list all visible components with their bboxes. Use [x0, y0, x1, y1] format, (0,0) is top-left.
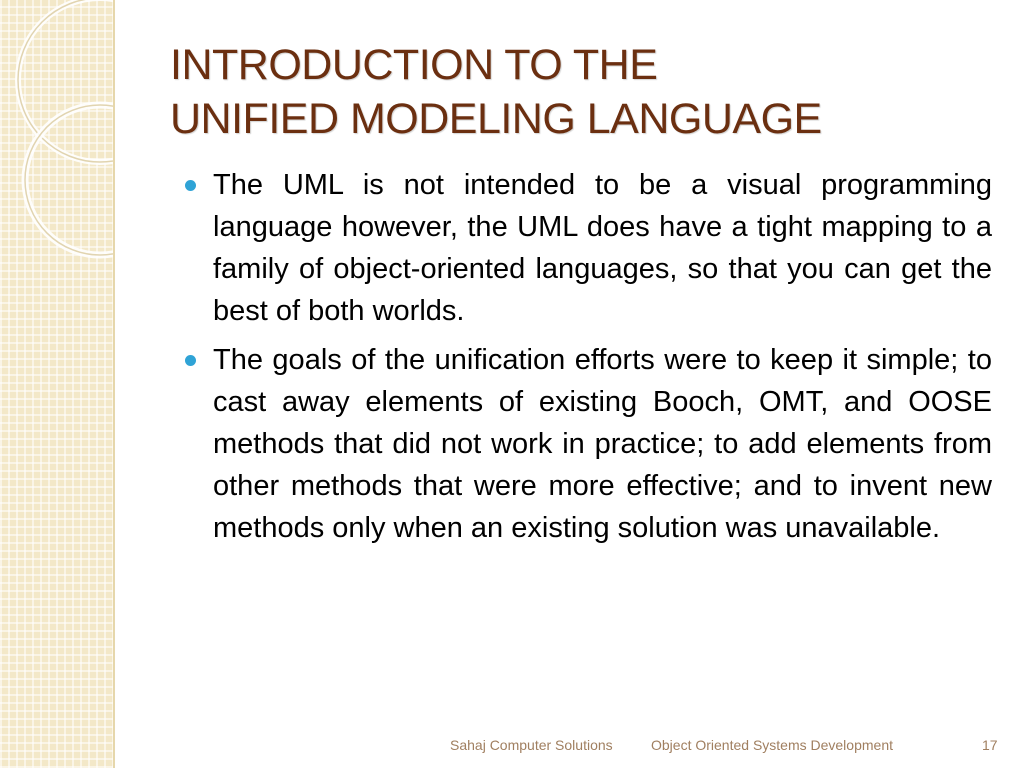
- bullet-list: [181, 164, 992, 556]
- bullet-dot-icon: [185, 180, 196, 191]
- bullet-dot-icon: [185, 355, 196, 366]
- bullet-item: [181, 339, 992, 549]
- decorative-circles-icon: [0, 0, 113, 768]
- bullet-item: [181, 164, 992, 332]
- slide-title-line-1: INTRODUCTION TO THE: [170, 41, 658, 89]
- slide-title-line-2: UNIFIED MODELING LANGUAGE: [170, 95, 822, 143]
- footer-page-number: 17: [982, 737, 998, 753]
- footer-company: Sahaj Computer Solutions: [450, 737, 613, 753]
- bullet-text: The UML is not intended to be a visual programming language however, the UML does have a tight mapping to a family of object-oriented languages, so that you can get the best of both worlds.: [213, 169, 992, 327]
- bullet-text: The goals of the unification efforts were to keep it simple; to cast away elements of existing Booch, OMT, and OOSE methods that did not work in practice; to add elements from other methods that were more effective; and to invent new methods only when an existing solution was unavailable.: [213, 344, 992, 544]
- slide-title: [170, 38, 1000, 146]
- side-decor-panel: [0, 0, 115, 768]
- footer-course-title: Object Oriented Systems Development: [651, 737, 893, 753]
